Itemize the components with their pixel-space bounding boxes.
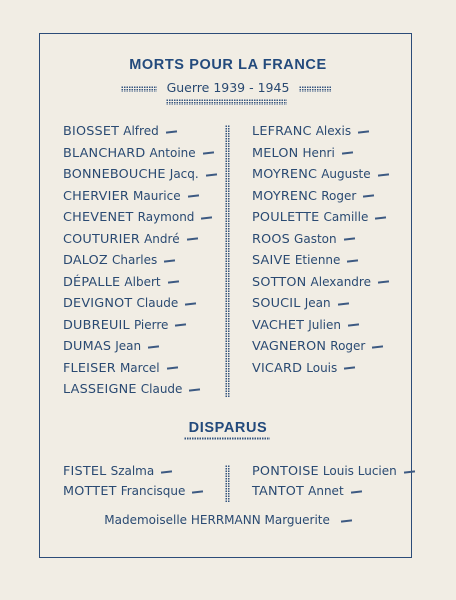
surname: COUTURIER <box>63 231 141 247</box>
pencil-mark-icon <box>344 237 355 240</box>
column-divider <box>225 125 230 397</box>
pencil-mark-icon <box>341 519 352 522</box>
name-entry <box>63 296 196 311</box>
footer-name <box>0 513 456 527</box>
name-entry <box>63 167 217 182</box>
surname: DUBREUIL <box>63 317 130 333</box>
name-entry <box>63 253 175 268</box>
name-entry <box>252 318 359 333</box>
name-entry <box>252 146 353 161</box>
name-entry <box>63 318 186 333</box>
surname: MOTTET <box>63 484 117 499</box>
given-name: Charles <box>111 253 158 267</box>
name-entry <box>63 124 177 139</box>
surname: SAIVE <box>252 253 291 268</box>
pencil-mark-icon <box>372 345 383 348</box>
given-name: Jean <box>304 296 331 310</box>
surname: CHERVIER <box>63 188 129 204</box>
given-name: Julien <box>308 317 342 332</box>
given-name: Alexandre <box>310 274 371 289</box>
name-entry <box>252 210 386 225</box>
pencil-mark-icon <box>167 366 178 369</box>
given-name: Jean <box>115 339 142 353</box>
name-entry <box>63 275 179 290</box>
pencil-mark-icon <box>148 345 159 348</box>
given-name: Louis Lucien <box>322 464 397 478</box>
surname: DEVIGNOT <box>63 296 133 311</box>
name-entry <box>252 484 362 499</box>
surname: BIOSSET <box>63 124 120 139</box>
name-entry <box>63 382 200 397</box>
given-name: Auguste <box>321 167 371 181</box>
name-entry <box>252 253 358 268</box>
surname: DÉPALLE <box>63 274 121 290</box>
subtitle-underline <box>166 99 287 105</box>
pencil-mark-icon <box>404 470 415 473</box>
footer-given: Marguerite <box>264 513 330 527</box>
given-name: Pierre <box>133 317 169 332</box>
given-name: André <box>144 231 180 246</box>
name-entry <box>252 339 383 354</box>
name-entry <box>252 167 389 182</box>
surname: ROOS <box>252 231 290 247</box>
page-subtitle: Guerre 1939 - 1945 <box>166 80 290 95</box>
given-name: Etienne <box>294 253 341 267</box>
pencil-mark-icon <box>175 323 186 326</box>
pencil-mark-icon <box>201 216 212 219</box>
pencil-mark-icon <box>344 366 355 369</box>
name-entry <box>63 146 214 161</box>
surname: DALOZ <box>63 253 108 268</box>
given-name: Alfred <box>123 124 159 138</box>
given-name: Marcel <box>119 360 160 375</box>
surname: VICARD <box>252 360 303 376</box>
footer-prefix: Mademoiselle <box>104 513 188 527</box>
pencil-mark-icon <box>187 237 198 240</box>
pencil-mark-icon <box>192 490 203 493</box>
name-entry <box>63 189 199 204</box>
surname: LASSEIGNE <box>63 382 137 397</box>
surname: PONTOISE <box>252 464 319 479</box>
given-name: Claude <box>136 296 179 310</box>
given-name: Maurice <box>133 188 181 203</box>
surname: VACHET <box>252 317 305 333</box>
name-entry <box>252 296 349 311</box>
given-name: Roger <box>321 188 357 203</box>
given-name: Szalma <box>110 464 155 478</box>
given-name: Louis <box>306 360 338 375</box>
pencil-mark-icon <box>185 302 196 305</box>
given-name: Annet <box>308 484 344 498</box>
pencil-mark-icon <box>164 259 175 262</box>
pencil-mark-icon <box>347 259 358 262</box>
pencil-mark-icon <box>358 130 369 133</box>
name-entry <box>252 232 355 247</box>
surname: TANTOT <box>252 484 305 499</box>
section-underline <box>184 437 270 440</box>
name-entry <box>63 210 212 225</box>
name-entry <box>252 361 355 376</box>
surname: DUMAS <box>63 339 112 354</box>
pencil-mark-icon <box>342 151 353 154</box>
given-name: Claude <box>140 382 183 396</box>
name-entry <box>252 464 415 479</box>
name-entry <box>252 124 369 139</box>
given-name: Camille <box>323 210 369 224</box>
given-name: Roger <box>330 339 366 353</box>
given-name: Antoine <box>149 145 196 160</box>
surname: MELON <box>252 145 299 161</box>
name-entry <box>63 339 159 354</box>
surname: FLEISER <box>63 360 116 376</box>
given-name: Alexis <box>315 124 352 138</box>
missing-divider <box>225 465 230 503</box>
surname: MOYRENC <box>252 167 318 182</box>
surname: POULETTE <box>252 210 320 225</box>
given-name: Francisque <box>120 484 186 498</box>
pencil-mark-icon <box>161 470 172 473</box>
name-entry <box>63 484 203 499</box>
pencil-mark-icon <box>188 194 199 197</box>
pencil-mark-icon <box>378 173 389 176</box>
given-name: Raymond <box>137 210 195 224</box>
name-entry <box>63 464 172 479</box>
surname: SOUCIL <box>252 296 301 311</box>
name-entry <box>63 232 198 247</box>
name-entry <box>63 361 178 376</box>
given-name: Gaston <box>294 231 337 246</box>
subtitle-ornament-right <box>299 86 332 92</box>
section-title: DISPARUS <box>188 420 268 436</box>
page-title: MORTS POUR LA FRANCE <box>129 57 327 73</box>
given-name: Albert <box>124 274 161 289</box>
surname: CHEVENET <box>63 210 134 225</box>
surname: SOTTON <box>252 274 307 290</box>
name-entry <box>252 275 389 290</box>
surname: FISTEL <box>63 464 107 479</box>
surname: BLANCHARD <box>63 145 146 161</box>
pencil-mark-icon <box>338 302 349 305</box>
name-entry <box>252 189 374 204</box>
pencil-mark-icon <box>189 388 200 391</box>
pencil-mark-icon <box>166 130 177 133</box>
surname: VAGNERON <box>252 339 327 354</box>
pencil-mark-icon <box>375 216 386 219</box>
given-name: Jacq. <box>169 167 199 181</box>
pencil-mark-icon <box>168 280 179 283</box>
surname: MOYRENC <box>252 188 318 204</box>
footer-surname: HERRMANN <box>190 513 261 527</box>
pencil-mark-icon <box>206 173 217 176</box>
pencil-mark-icon <box>351 490 362 493</box>
pencil-mark-icon <box>348 323 359 326</box>
pencil-mark-icon <box>203 151 214 154</box>
surname: LEFRANC <box>252 124 312 139</box>
pencil-mark-icon <box>363 194 374 197</box>
pencil-mark-icon <box>378 280 389 283</box>
surname: BONNEBOUCHE <box>63 167 166 182</box>
given-name: Henri <box>302 145 335 160</box>
